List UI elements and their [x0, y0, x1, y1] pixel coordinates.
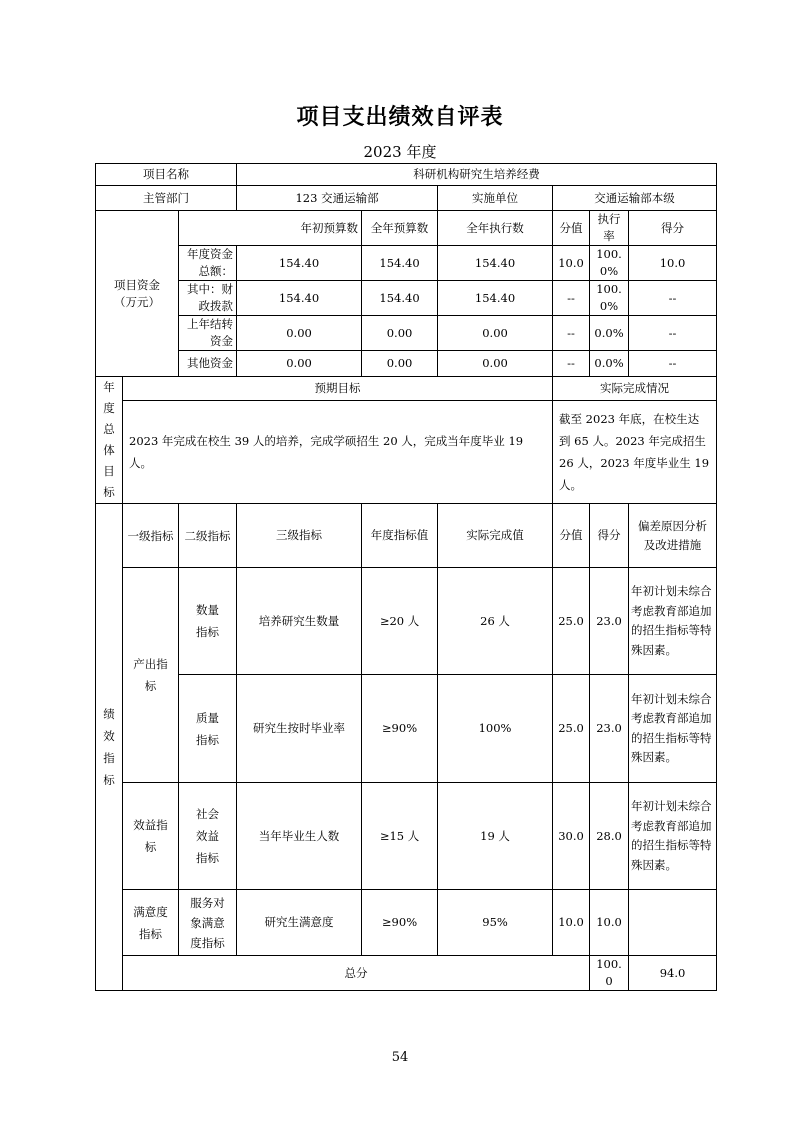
goals-label-char: 总 — [103, 422, 115, 436]
actual-cell: 95% — [438, 890, 553, 956]
funds-row-initial: 0.00 — [237, 351, 362, 377]
level3-cell: 研究生满意度 — [237, 890, 362, 956]
funds-row-rate: 100.0% — [590, 246, 629, 281]
goals-label-char: 年 — [103, 380, 115, 394]
actual-result-header: 实际完成情况 — [553, 377, 717, 401]
funds-label-line2: （万元） — [114, 294, 160, 309]
goals-label-char: 体 — [103, 443, 115, 457]
actual-cell: 19 人 — [438, 783, 553, 890]
funds-row-name: 上年结转资金 — [179, 316, 237, 351]
year-subtitle: 2023 年度 — [363, 143, 437, 161]
funds-row-executed: 154.40 — [438, 281, 553, 316]
funds-label — [96, 211, 179, 377]
reason-cell: 年初计划未综合考虑教育部追加的招生指标等特殊因素。 — [629, 783, 717, 890]
funds-header-score: 得分 — [629, 211, 717, 246]
header-level3: 三级指标 — [237, 504, 362, 568]
header-reason: 偏差原因分析及改进措施 — [629, 504, 717, 568]
project-name-value: 科研机构研究生培养经费 — [237, 164, 717, 186]
total-score-value: 100.0 — [590, 956, 629, 991]
funds-header-row — [96, 211, 717, 246]
actual-cell: 26 人 — [438, 568, 553, 675]
page-number: 54 — [391, 1050, 409, 1065]
funds-row-initial: 0.00 — [237, 316, 362, 351]
funds-row — [96, 316, 717, 351]
header-level1: 一级指标 — [123, 504, 179, 568]
funds-row-executed: 0.00 — [438, 316, 553, 351]
funds-row-score: -- — [629, 281, 717, 316]
funds-row-score-value: -- — [553, 281, 590, 316]
actual-result-text: 截至 2023 年底，在校生达到 65 人。2023 年完成招生 26 人，2023 年度毕业生 19 人。 — [553, 401, 717, 504]
funds-row-executed: 154.40 — [438, 246, 553, 281]
department-row — [96, 186, 717, 211]
target-cell: ≥90% — [362, 890, 438, 956]
expected-goal-header: 预期目标 — [123, 377, 553, 401]
header-score: 得分 — [590, 504, 629, 568]
level3-cell: 当年毕业生人数 — [237, 783, 362, 890]
score-cell: 28.0 — [590, 783, 629, 890]
funds-row-score: -- — [629, 351, 717, 377]
indicators-label — [96, 504, 123, 991]
target-cell: ≥20 人 — [362, 568, 438, 675]
score-value-cell: 10.0 — [553, 890, 590, 956]
funds-row-score: 10.0 — [629, 246, 717, 281]
level3-cell: 培养研究生数量 — [237, 568, 362, 675]
funds-row-name: 年度资金总额： — [179, 246, 237, 281]
indicators-header-row — [96, 504, 717, 568]
funds-row-name: 其中：财政拨款 — [179, 281, 237, 316]
funds-row-annual: 154.40 — [362, 246, 438, 281]
level2-cell: 社会效益指标 — [179, 783, 237, 890]
score-value-cell: 25.0 — [553, 675, 590, 783]
total-label: 总分 — [123, 956, 590, 991]
funds-row-annual: 0.00 — [362, 316, 438, 351]
funds-header-rate: 执行率 — [590, 211, 629, 246]
level2-cell: 数量指标 — [179, 568, 237, 675]
level2-cell: 质量指标 — [179, 675, 237, 783]
self-evaluation-table — [95, 163, 717, 991]
reason-cell: 年初计划未综合考虑教育部追加的招生指标等特殊因素。 — [629, 568, 717, 675]
level3-cell: 研究生按时毕业率 — [237, 675, 362, 783]
funds-row-score-value: -- — [553, 316, 590, 351]
funds-row — [96, 351, 717, 377]
funds-row — [96, 246, 717, 281]
unit-label: 实施单位 — [438, 186, 553, 211]
funds-row-annual: 0.00 — [362, 351, 438, 377]
funds-row-name: 其他资金 — [179, 351, 237, 377]
goals-header-row — [96, 377, 717, 401]
goals-label-char: 标 — [103, 485, 115, 499]
funds-row-rate: 100.0% — [590, 281, 629, 316]
funds-row-initial: 154.40 — [237, 281, 362, 316]
target-cell: ≥90% — [362, 675, 438, 783]
level2-cell: 服务对象满意度指标 — [179, 890, 237, 956]
total-row — [96, 956, 717, 991]
indicators-label-char: 绩 — [103, 707, 115, 721]
funds-row-score-value: -- — [553, 351, 590, 377]
score-cell: 10.0 — [590, 890, 629, 956]
reason-cell: 年初计划未综合考虑教育部追加的招生指标等特殊因素。 — [629, 675, 717, 783]
funds-row-initial: 154.40 — [237, 246, 362, 281]
unit-value: 交通运输部本级 — [553, 186, 717, 211]
score-cell: 23.0 — [590, 568, 629, 675]
header-target: 年度指标值 — [362, 504, 438, 568]
funds-row-rate: 0.0% — [590, 351, 629, 377]
page-title: 项目支出绩效自评表 — [296, 105, 504, 130]
header-level2: 二级指标 — [179, 504, 237, 568]
funds-header-initial: 年初预算数 — [179, 211, 362, 246]
target-cell: ≥15 人 — [362, 783, 438, 890]
dept-value: 123 交通运输部 — [237, 186, 438, 211]
reason-cell — [629, 890, 717, 956]
indicators-label-char: 标 — [103, 773, 115, 787]
output-indicator-label: 产出指标 — [123, 568, 179, 783]
funds-row-annual: 154.40 — [362, 281, 438, 316]
indicators-label-char: 指 — [103, 751, 115, 765]
funds-header-score-value: 分值 — [553, 211, 590, 246]
expected-goal-text: 2023 年完成在校生 39 人的培养，完成学硕招生 20 人，完成当年度毕业 19 人。 — [123, 401, 553, 504]
funds-header-executed: 全年执行数 — [438, 211, 553, 246]
project-name-label: 项目名称 — [96, 164, 237, 186]
total-score: 94.0 — [629, 956, 717, 991]
benefit-indicator-label: 效益指标 — [123, 783, 179, 890]
funds-row-rate: 0.0% — [590, 316, 629, 351]
satisfaction-indicator-label: 满意度指标 — [123, 890, 179, 956]
goals-label-char: 目 — [103, 464, 115, 478]
funds-row — [96, 281, 717, 316]
project-name-row — [96, 164, 717, 186]
funds-row-score-value: 10.0 — [553, 246, 590, 281]
goals-label-char: 度 — [103, 401, 115, 415]
header-actual: 实际完成值 — [438, 504, 553, 568]
dept-label: 主管部门 — [96, 186, 237, 211]
score-value-cell: 30.0 — [553, 783, 590, 890]
funds-row-score: -- — [629, 316, 717, 351]
score-value-cell: 25.0 — [553, 568, 590, 675]
actual-cell: 100% — [438, 675, 553, 783]
funds-header-annual: 全年预算数 — [362, 211, 438, 246]
indicator-row — [96, 568, 717, 675]
header-score-value: 分值 — [553, 504, 590, 568]
indicators-label-char: 效 — [103, 729, 115, 743]
indicator-row — [96, 783, 717, 890]
funds-row-executed: 0.00 — [438, 351, 553, 377]
indicator-row — [96, 890, 717, 956]
funds-label-line1: 项目资金 — [114, 277, 160, 292]
goals-content-row — [96, 401, 717, 504]
indicator-row — [96, 675, 717, 783]
goals-label — [96, 377, 123, 504]
score-cell: 23.0 — [590, 675, 629, 783]
